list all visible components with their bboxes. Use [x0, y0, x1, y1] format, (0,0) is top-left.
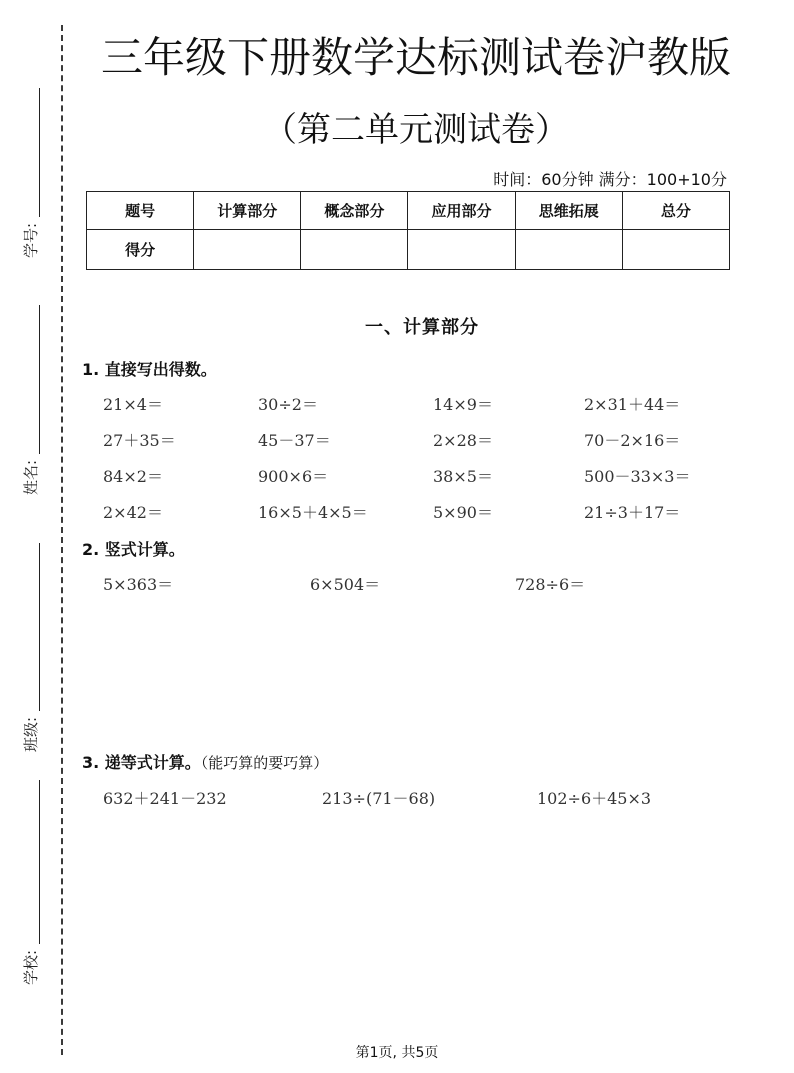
q2-item: 5×363＝ — [103, 575, 174, 594]
school-field — [20, 780, 40, 985]
q3-item: 213÷(71－68) — [322, 789, 436, 808]
q1-item: 900×6＝ — [258, 467, 329, 486]
question-1-title: 1. 直接写出得数。 — [82, 360, 217, 379]
score-cell-thinking — [515, 230, 622, 270]
q1-item: 21÷3＋17＝ — [584, 503, 681, 522]
q3-item: 632＋241－232 — [103, 789, 227, 808]
exam-time-and-score: 时间：60分钟 满分：100+10分 — [493, 170, 727, 189]
student-id-field — [20, 88, 40, 258]
q1-item: 2×31＋44＝ — [584, 395, 681, 414]
score-cell-calculation — [194, 230, 301, 270]
score-cell-total — [622, 230, 729, 270]
q1-item: 5×90＝ — [433, 503, 493, 522]
student-id-blank-line — [39, 88, 40, 217]
header-cell-total: 总分 — [622, 192, 729, 230]
page-number: 第1页, 共5页 — [355, 1045, 439, 1061]
student-name-blank-line — [39, 305, 40, 454]
q1-item: 38×5＝ — [433, 467, 493, 486]
score-cell-application — [408, 230, 515, 270]
q1-item: 45－37＝ — [258, 431, 331, 450]
header-cell-application: 应用部分 — [408, 192, 515, 230]
q1-item: 16×5＋4×5＝ — [258, 503, 368, 522]
q2-item: 6×504＝ — [310, 575, 381, 594]
q1-item: 500－33×3＝ — [584, 467, 691, 486]
q1-item: 30÷2＝ — [258, 395, 318, 414]
student-name-label: 姓名: — [22, 459, 40, 495]
binding-dashed-line — [61, 25, 63, 1055]
exam-subtitle: （第二单元测试卷） — [263, 110, 569, 150]
header-cell-calculation: 计算部分 — [194, 192, 301, 230]
student-id-label: 学号: — [22, 222, 40, 258]
header-cell-thinking: 思维拓展 — [515, 192, 622, 230]
class-blank-line — [39, 543, 40, 711]
exam-title: 三年级下册数学达标测试卷沪教版 — [100, 33, 731, 82]
question-3-note: （能巧算的要巧算） — [200, 754, 329, 772]
student-name-field — [20, 305, 40, 495]
q3-item: 102÷6＋45×3 — [537, 789, 652, 808]
school-blank-line — [39, 780, 40, 944]
q1-item: 27＋35＝ — [103, 431, 176, 450]
q1-item: 84×2＝ — [103, 467, 163, 486]
question-2-title: 2. 竖式计算。 — [82, 540, 185, 559]
score-table-header-row — [87, 192, 730, 230]
q1-item: 14×9＝ — [433, 395, 493, 414]
header-cell-concepts: 概念部分 — [301, 192, 408, 230]
q2-item: 728÷6＝ — [515, 575, 586, 594]
section-heading: 一、计算部分 — [365, 317, 479, 338]
score-table-score-row — [87, 230, 730, 270]
q1-item: 2×28＝ — [433, 431, 493, 450]
score-cell-concepts — [301, 230, 408, 270]
score-row-label: 得分 — [87, 230, 194, 270]
q1-item: 70－2×16＝ — [584, 431, 681, 450]
school-label: 学校: — [22, 949, 40, 985]
header-cell-question-no: 题号 — [87, 192, 194, 230]
class-label: 班级: — [22, 716, 40, 752]
question-3-title-line — [82, 752, 328, 774]
q1-item: 21×4＝ — [103, 395, 163, 414]
q1-item: 2×42＝ — [103, 503, 163, 522]
score-table — [86, 191, 730, 270]
question-3-title: 3. 递等式计算。 — [82, 753, 201, 772]
class-field — [20, 543, 40, 752]
